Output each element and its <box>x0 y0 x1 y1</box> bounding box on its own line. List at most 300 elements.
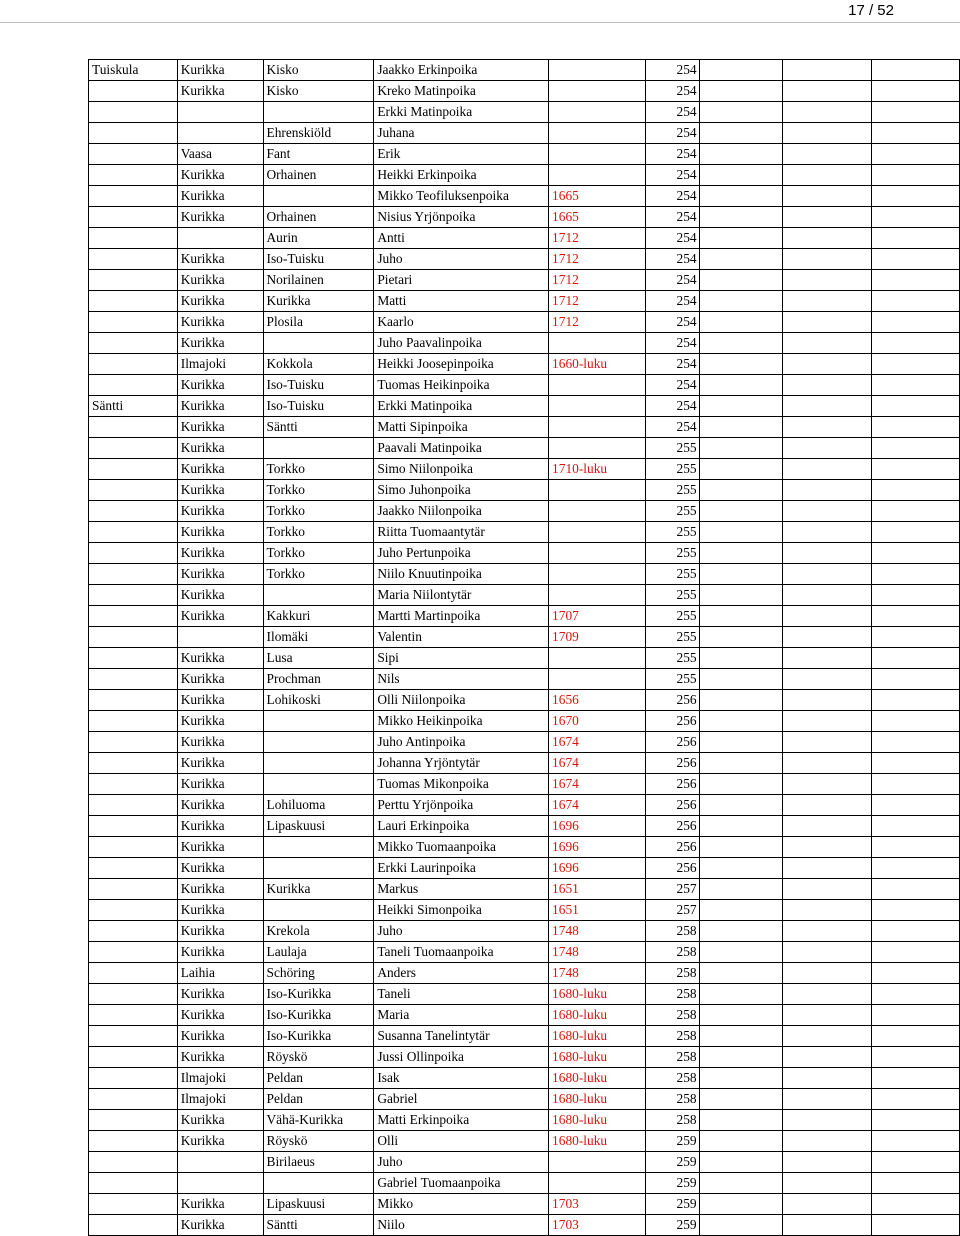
cell-page: 255 <box>645 564 699 585</box>
empty-cell <box>699 564 782 585</box>
empty-cell <box>699 711 782 732</box>
cell-house: Lipaskuusi <box>263 816 374 837</box>
table-row <box>89 1110 960 1131</box>
cell-village <box>89 228 178 249</box>
table-row <box>89 837 960 858</box>
cell-house <box>263 438 374 459</box>
table-row <box>89 81 960 102</box>
cell-village <box>89 123 178 144</box>
empty-cell <box>699 123 782 144</box>
cell-parish: Kurikka <box>177 774 263 795</box>
cell-year: 1674 <box>549 795 646 816</box>
table-row <box>89 312 960 333</box>
cell-house: Prochman <box>263 669 374 690</box>
cell-village <box>89 249 178 270</box>
table-row <box>89 228 960 249</box>
cell-house: Kokkola <box>263 354 374 375</box>
cell-village <box>89 1152 178 1173</box>
cell-house: Norilainen <box>263 270 374 291</box>
empty-cell <box>783 879 871 900</box>
table-row <box>89 144 960 165</box>
cell-house <box>263 1173 374 1194</box>
cell-parish <box>177 627 263 648</box>
cell-house: Vähä-Kurikka <box>263 1110 374 1131</box>
cell-year <box>549 396 646 417</box>
empty-cell <box>699 1068 782 1089</box>
empty-cell <box>699 837 782 858</box>
empty-cell <box>699 1110 782 1131</box>
empty-cell <box>783 984 871 1005</box>
empty-cell <box>783 270 871 291</box>
cell-name: Valentin <box>374 627 549 648</box>
cell-year: 1674 <box>549 774 646 795</box>
cell-parish: Kurikka <box>177 564 263 585</box>
cell-house: Kurikka <box>263 291 374 312</box>
table-row <box>89 1047 960 1068</box>
page-number: 17 / 52 <box>848 2 894 19</box>
cell-village <box>89 690 178 711</box>
empty-cell <box>871 564 960 585</box>
empty-cell <box>783 1068 871 1089</box>
cell-parish: Kurikka <box>177 333 263 354</box>
table-row <box>89 1026 960 1047</box>
empty-cell <box>871 942 960 963</box>
empty-cell <box>871 543 960 564</box>
cell-name: Heikki Simonpoika <box>374 900 549 921</box>
empty-cell <box>871 501 960 522</box>
empty-cell <box>783 102 871 123</box>
empty-cell <box>871 837 960 858</box>
cell-parish <box>177 1152 263 1173</box>
empty-cell <box>871 459 960 480</box>
empty-cell <box>783 480 871 501</box>
cell-name: Gabriel <box>374 1089 549 1110</box>
cell-village <box>89 627 178 648</box>
empty-cell <box>871 732 960 753</box>
table-row <box>89 354 960 375</box>
cell-parish: Vaasa <box>177 144 263 165</box>
cell-village <box>89 879 178 900</box>
empty-cell <box>871 921 960 942</box>
cell-house: Säntti <box>263 417 374 438</box>
empty-cell <box>699 144 782 165</box>
empty-cell <box>871 753 960 774</box>
cell-house: Torkko <box>263 459 374 480</box>
cell-village <box>89 354 178 375</box>
cell-page: 258 <box>645 942 699 963</box>
cell-year: 1748 <box>549 963 646 984</box>
cell-year: 1674 <box>549 732 646 753</box>
cell-name: Matti Sipinpoika <box>374 417 549 438</box>
cell-village <box>89 1215 178 1236</box>
empty-cell <box>783 1131 871 1152</box>
empty-cell <box>783 1110 871 1131</box>
cell-name: Mikko <box>374 1194 549 1215</box>
cell-parish: Kurikka <box>177 795 263 816</box>
cell-page: 258 <box>645 1089 699 1110</box>
empty-cell <box>783 795 871 816</box>
cell-house: Krekola <box>263 921 374 942</box>
cell-village <box>89 984 178 1005</box>
empty-cell <box>871 228 960 249</box>
table-row <box>89 648 960 669</box>
cell-parish: Kurikka <box>177 1047 263 1068</box>
cell-village <box>89 585 178 606</box>
cell-page: 258 <box>645 963 699 984</box>
table-row <box>89 165 960 186</box>
empty-cell <box>871 102 960 123</box>
cell-parish: Kurikka <box>177 165 263 186</box>
cell-village <box>89 102 178 123</box>
empty-cell <box>783 501 871 522</box>
empty-cell <box>699 1089 782 1110</box>
cell-name: Jaakko Niilonpoika <box>374 501 549 522</box>
cell-parish: Kurikka <box>177 501 263 522</box>
cell-year: 1703 <box>549 1194 646 1215</box>
cell-year: 1748 <box>549 921 646 942</box>
empty-cell <box>871 795 960 816</box>
cell-year <box>549 333 646 354</box>
page-header <box>0 0 960 23</box>
cell-parish: Kurikka <box>177 711 263 732</box>
cell-parish: Kurikka <box>177 984 263 1005</box>
empty-cell <box>699 921 782 942</box>
cell-house <box>263 774 374 795</box>
cell-parish: Kurikka <box>177 900 263 921</box>
cell-village <box>89 564 178 585</box>
cell-page: 259 <box>645 1173 699 1194</box>
empty-cell <box>783 564 871 585</box>
cell-name: Taneli Tuomaanpoika <box>374 942 549 963</box>
empty-cell <box>871 144 960 165</box>
cell-parish: Kurikka <box>177 942 263 963</box>
cell-house: Schöring <box>263 963 374 984</box>
empty-cell <box>783 333 871 354</box>
empty-cell <box>871 606 960 627</box>
table-row <box>89 858 960 879</box>
cell-page: 258 <box>645 921 699 942</box>
table-row <box>89 480 960 501</box>
cell-name: Antti <box>374 228 549 249</box>
table-row <box>89 1152 960 1173</box>
cell-name: Erik <box>374 144 549 165</box>
empty-cell <box>871 123 960 144</box>
cell-house <box>263 753 374 774</box>
empty-cell <box>871 1068 960 1089</box>
cell-parish: Kurikka <box>177 1131 263 1152</box>
cell-village <box>89 417 178 438</box>
cell-house: Lipaskuusi <box>263 1194 374 1215</box>
empty-cell <box>783 123 871 144</box>
empty-cell <box>699 795 782 816</box>
table-row <box>89 900 960 921</box>
cell-year <box>549 123 646 144</box>
cell-page: 255 <box>645 627 699 648</box>
empty-cell <box>871 627 960 648</box>
cell-house: Kisko <box>263 81 374 102</box>
empty-cell <box>871 690 960 711</box>
empty-cell <box>699 1131 782 1152</box>
cell-parish: Kurikka <box>177 606 263 627</box>
cell-village <box>89 921 178 942</box>
empty-cell <box>871 1089 960 1110</box>
cell-year <box>549 543 646 564</box>
cell-name: Matti Erkinpoika <box>374 1110 549 1131</box>
empty-cell <box>783 732 871 753</box>
empty-cell <box>699 543 782 564</box>
cell-village <box>89 753 178 774</box>
empty-cell <box>783 1089 871 1110</box>
cell-year: 1680-luku <box>549 1026 646 1047</box>
cell-page: 256 <box>645 774 699 795</box>
empty-cell <box>699 1173 782 1194</box>
cell-year: 1696 <box>549 837 646 858</box>
cell-year: 1674 <box>549 753 646 774</box>
cell-year: 1660-luku <box>549 354 646 375</box>
table-row <box>89 564 960 585</box>
cell-village <box>89 186 178 207</box>
cell-parish: Kurikka <box>177 312 263 333</box>
cell-name: Simo Niilonpoika <box>374 459 549 480</box>
cell-year: 1665 <box>549 186 646 207</box>
empty-cell <box>871 1152 960 1173</box>
cell-year: 1712 <box>549 270 646 291</box>
cell-house <box>263 858 374 879</box>
cell-parish: Kurikka <box>177 291 263 312</box>
cell-page: 256 <box>645 711 699 732</box>
empty-cell <box>783 354 871 375</box>
cell-house: Torkko <box>263 480 374 501</box>
cell-village <box>89 438 178 459</box>
table-row <box>89 627 960 648</box>
table-row <box>89 291 960 312</box>
cell-parish: Kurikka <box>177 690 263 711</box>
cell-parish: Laihia <box>177 963 263 984</box>
cell-name: Nils <box>374 669 549 690</box>
cell-page: 254 <box>645 354 699 375</box>
cell-house: Torkko <box>263 522 374 543</box>
empty-cell <box>699 858 782 879</box>
cell-village <box>89 333 178 354</box>
cell-page: 258 <box>645 1047 699 1068</box>
cell-village: Säntti <box>89 396 178 417</box>
table-row <box>89 333 960 354</box>
table-row <box>89 249 960 270</box>
cell-year <box>549 60 646 81</box>
cell-house: Birilaeus <box>263 1152 374 1173</box>
cell-village <box>89 312 178 333</box>
cell-parish <box>177 1173 263 1194</box>
cell-name: Heikki Joosepinpoika <box>374 354 549 375</box>
cell-year <box>549 144 646 165</box>
cell-village <box>89 375 178 396</box>
cell-village <box>89 606 178 627</box>
empty-cell <box>783 1026 871 1047</box>
empty-cell <box>871 816 960 837</box>
cell-year <box>549 417 646 438</box>
cell-name: Juho <box>374 249 549 270</box>
cell-year: 1696 <box>549 858 646 879</box>
table-row <box>89 522 960 543</box>
empty-cell <box>783 459 871 480</box>
cell-name: Erkki Matinpoika <box>374 396 549 417</box>
empty-cell <box>699 942 782 963</box>
empty-cell <box>699 648 782 669</box>
cell-village <box>89 837 178 858</box>
empty-cell <box>783 522 871 543</box>
empty-cell <box>871 522 960 543</box>
cell-parish <box>177 123 263 144</box>
table-row <box>89 585 960 606</box>
cell-village <box>89 144 178 165</box>
cell-name: Maria Niilontytär <box>374 585 549 606</box>
table-row <box>89 690 960 711</box>
cell-parish: Kurikka <box>177 438 263 459</box>
cell-name: Olli <box>374 1131 549 1152</box>
cell-year <box>549 522 646 543</box>
empty-cell <box>699 102 782 123</box>
empty-cell <box>783 1005 871 1026</box>
cell-year: 1696 <box>549 816 646 837</box>
empty-cell <box>699 480 782 501</box>
cell-page: 258 <box>645 984 699 1005</box>
cell-village: Tuiskula <box>89 60 178 81</box>
cell-page: 256 <box>645 858 699 879</box>
cell-village <box>89 648 178 669</box>
empty-cell <box>699 1152 782 1173</box>
cell-village <box>89 1131 178 1152</box>
empty-cell <box>871 354 960 375</box>
empty-cell <box>783 858 871 879</box>
cell-page: 255 <box>645 438 699 459</box>
cell-house: Iso-Tuisku <box>263 249 374 270</box>
empty-cell <box>699 228 782 249</box>
table-row <box>89 942 960 963</box>
cell-year <box>549 585 646 606</box>
cell-page: 254 <box>645 291 699 312</box>
cell-page: 254 <box>645 81 699 102</box>
cell-name: Jussi Ollinpoika <box>374 1047 549 1068</box>
cell-page: 254 <box>645 228 699 249</box>
empty-cell <box>783 1173 871 1194</box>
cell-village <box>89 543 178 564</box>
cell-village <box>89 1173 178 1194</box>
cell-page: 255 <box>645 606 699 627</box>
cell-year: 1703 <box>549 1215 646 1236</box>
table-row <box>89 186 960 207</box>
cell-parish: Kurikka <box>177 459 263 480</box>
cell-parish: Kurikka <box>177 921 263 942</box>
table-row <box>89 774 960 795</box>
cell-page: 255 <box>645 501 699 522</box>
cell-year: 1656 <box>549 690 646 711</box>
cell-year: 1680-luku <box>549 1110 646 1131</box>
cell-parish: Kurikka <box>177 417 263 438</box>
cell-year <box>549 564 646 585</box>
empty-cell <box>699 585 782 606</box>
cell-house <box>263 186 374 207</box>
cell-parish: Kurikka <box>177 879 263 900</box>
empty-cell <box>783 816 871 837</box>
table-row <box>89 984 960 1005</box>
cell-parish <box>177 228 263 249</box>
cell-parish: Kurikka <box>177 1026 263 1047</box>
cell-house <box>263 837 374 858</box>
cell-house: Iso-Tuisku <box>263 396 374 417</box>
empty-cell <box>699 984 782 1005</box>
empty-cell <box>871 186 960 207</box>
cell-house <box>263 333 374 354</box>
empty-cell <box>783 375 871 396</box>
empty-cell <box>871 480 960 501</box>
cell-parish: Ilmajoki <box>177 354 263 375</box>
empty-cell <box>699 312 782 333</box>
empty-cell <box>783 585 871 606</box>
empty-cell <box>699 291 782 312</box>
cell-village <box>89 774 178 795</box>
empty-cell <box>783 186 871 207</box>
table-row <box>89 711 960 732</box>
cell-page: 259 <box>645 1194 699 1215</box>
empty-cell <box>699 81 782 102</box>
empty-cell <box>871 1026 960 1047</box>
cell-page: 258 <box>645 1110 699 1131</box>
cell-house: Peldan <box>263 1068 374 1089</box>
cell-page: 255 <box>645 459 699 480</box>
cell-name: Jaakko Erkinpoika <box>374 60 549 81</box>
cell-year <box>549 1152 646 1173</box>
empty-cell <box>699 690 782 711</box>
cell-name: Isak <box>374 1068 549 1089</box>
cell-page: 254 <box>645 333 699 354</box>
cell-year: 1665 <box>549 207 646 228</box>
empty-cell <box>783 228 871 249</box>
cell-village <box>89 522 178 543</box>
cell-house: Röyskö <box>263 1047 374 1068</box>
cell-year: 1680-luku <box>549 1131 646 1152</box>
empty-cell <box>871 1131 960 1152</box>
empty-cell <box>699 333 782 354</box>
empty-cell <box>783 627 871 648</box>
empty-cell <box>699 270 782 291</box>
cell-parish: Kurikka <box>177 648 263 669</box>
empty-cell <box>871 585 960 606</box>
cell-village <box>89 1194 178 1215</box>
empty-cell <box>871 669 960 690</box>
cell-name: Nisius Yrjönpoika <box>374 207 549 228</box>
empty-cell <box>783 837 871 858</box>
cell-page: 255 <box>645 543 699 564</box>
cell-parish: Kurikka <box>177 1005 263 1026</box>
cell-page: 256 <box>645 795 699 816</box>
table-row <box>89 1089 960 1110</box>
empty-cell <box>871 396 960 417</box>
cell-house: Ehrenskiöld <box>263 123 374 144</box>
table-row <box>89 795 960 816</box>
cell-year <box>549 1173 646 1194</box>
cell-name: Erkki Laurinpoika <box>374 858 549 879</box>
empty-cell <box>699 963 782 984</box>
table-row <box>89 1173 960 1194</box>
empty-cell <box>699 522 782 543</box>
cell-year <box>549 165 646 186</box>
cell-village <box>89 816 178 837</box>
cell-name: Lauri Erkinpoika <box>374 816 549 837</box>
cell-name: Juho Paavalinpoika <box>374 333 549 354</box>
cell-parish: Ilmajoki <box>177 1089 263 1110</box>
table-row <box>89 1194 960 1215</box>
empty-cell <box>699 900 782 921</box>
